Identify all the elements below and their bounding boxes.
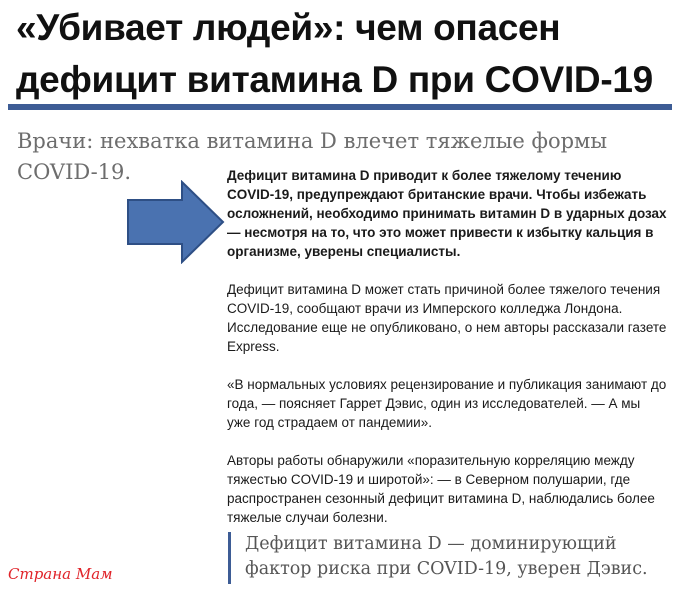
article-paragraph: Дефицит витамина D может стать причиной более тяжелого течения COVID-19, сообщают врачи из Имперского колледжа Лондона. Исследование еще не опубликовано, о нем авторы рассказали газете Express.	[227, 282, 667, 354]
article-headline: «Убивает людей»: чем опасен дефицит витамина D при COVID-19	[16, 7, 653, 100]
watermark-logo: Страна Мам	[8, 565, 113, 583]
pull-quote	[228, 532, 668, 584]
pull-quote-text: Дефицит витамина D — доминирующий фактор риска при COVID-19, уверен Дэвис.	[245, 534, 648, 579]
arrow-right-icon	[126, 180, 226, 264]
article-body	[227, 166, 667, 546]
article-lead: Дефицит витамина D приводит к более тяжелому течению COVID-19, предупреждают британские врачи. Чтобы избежать осложнений, необходимо принимать витамин D в ударных дозах — несмотря на то, что это может привести к избытку кальция в организме, уверены специалисты.	[227, 168, 667, 259]
article-paragraph: «В нормальных условиях рецензирование и публикация занимают до года, — поясняет Гаррет Дэвис, один из исследователей. — А мы уже год страдаем от пандемии».	[227, 377, 667, 430]
arrow-shape	[128, 182, 223, 262]
article-subtitle: Врачи: нехватка витамина D влечет тяжелые формы COVID-19.	[17, 129, 608, 184]
article-paragraph: Авторы работы обнаружили «поразительную корреляцию между тяжестью COVID-19 и широтой»: — в Северном полушарии, где распространен сезонный дефицит витамина D, наблюдались более тяжелые случаи болезни.	[227, 453, 655, 525]
headline-underline	[8, 104, 672, 110]
